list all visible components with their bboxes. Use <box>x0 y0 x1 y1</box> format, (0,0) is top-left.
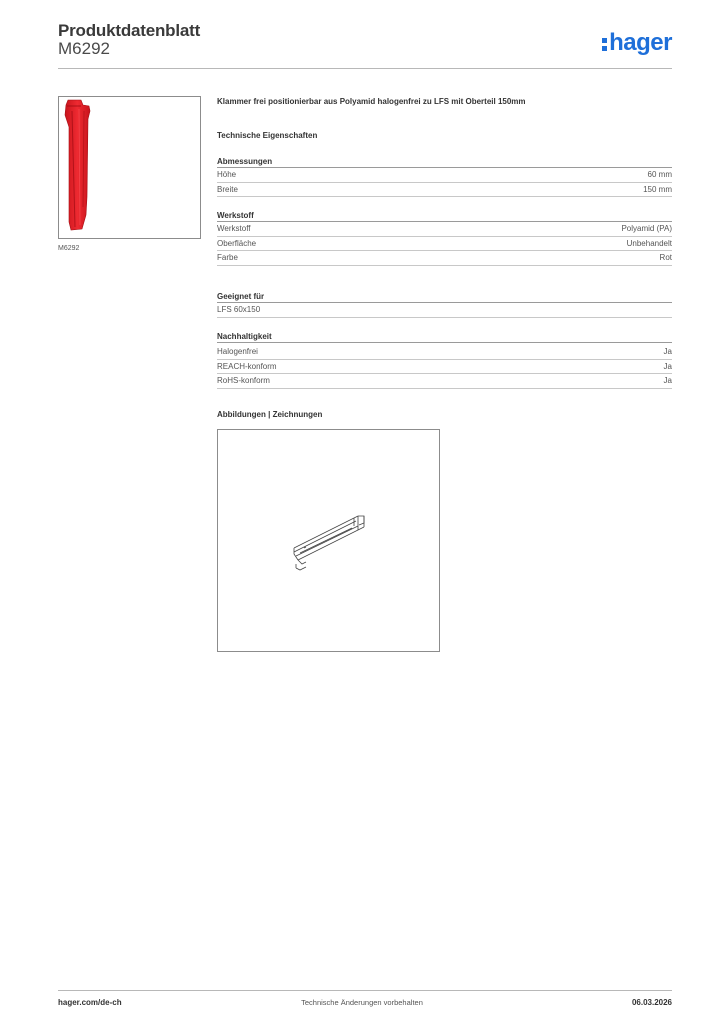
footer-website-link[interactable]: hager.com/de-ch <box>58 998 122 1007</box>
clamp-line-drawing-icon <box>218 430 439 651</box>
section-title: Nachhaltigkeit <box>217 330 672 343</box>
table-row <box>217 222 672 237</box>
section-suitable-for <box>217 290 672 318</box>
section-title: Geeignet für <box>217 290 672 303</box>
row-value: Ja <box>663 361 672 371</box>
section-material <box>217 209 672 266</box>
footer-divider <box>58 990 672 991</box>
product-image-caption: M6292 <box>58 245 80 252</box>
product-number: M6292 <box>58 39 110 58</box>
section-sustainability <box>217 330 672 389</box>
table-row <box>217 237 672 252</box>
row-value: Unbehandelt <box>626 238 672 248</box>
technical-drawing <box>217 429 440 652</box>
red-clamp-photo-icon <box>59 97 200 238</box>
row-value: Rot <box>659 253 672 262</box>
section-dimensions <box>217 155 672 197</box>
row-value: 150 mm <box>643 184 672 194</box>
row-value: 60 mm <box>647 170 672 179</box>
product-description: Klammer frei positionierbar aus Polyamid halogenfrei zu LFS mit Oberteil 150mm <box>217 97 526 106</box>
technical-heading: Technische Eigenschaften <box>217 131 318 140</box>
table-row <box>217 251 672 266</box>
row-label: Breite <box>217 184 238 194</box>
table-row <box>217 374 672 389</box>
row-label: Farbe <box>217 253 238 262</box>
row-label: Oberfläche <box>217 238 257 248</box>
section-title: Werkstoff <box>217 209 672 222</box>
table-row <box>217 345 672 360</box>
row-label: Höhe <box>217 170 237 179</box>
row-value: Ja <box>663 347 672 356</box>
table-row <box>217 168 672 183</box>
row-label: RoHS-konform <box>217 376 270 385</box>
drawings-heading: Abbildungen | Zeichnungen <box>217 410 323 419</box>
row-value: Polyamid (PA) <box>621 224 672 233</box>
row-label: Werkstoff <box>217 224 251 233</box>
page-title: Produktdatenblatt <box>58 21 201 40</box>
footer-date: 06.03.2026 <box>631 998 672 1007</box>
section-title: Abmessungen <box>217 155 672 168</box>
table-row <box>217 360 672 375</box>
row-label: LFS 60x150 <box>217 305 261 314</box>
row-value: Ja <box>663 376 672 385</box>
table-row <box>217 183 672 198</box>
footer-disclaimer: Technische Änderungen vorbehalten <box>301 998 423 1007</box>
table-row <box>217 303 672 318</box>
product-image <box>58 96 201 239</box>
logo-text: hager <box>609 29 672 56</box>
row-label: REACH-konform <box>217 361 277 371</box>
row-label: Halogenfrei <box>217 347 258 356</box>
logo-colon-icon <box>602 34 607 52</box>
hager-logo[interactable] <box>602 29 672 57</box>
header-divider <box>58 68 672 69</box>
